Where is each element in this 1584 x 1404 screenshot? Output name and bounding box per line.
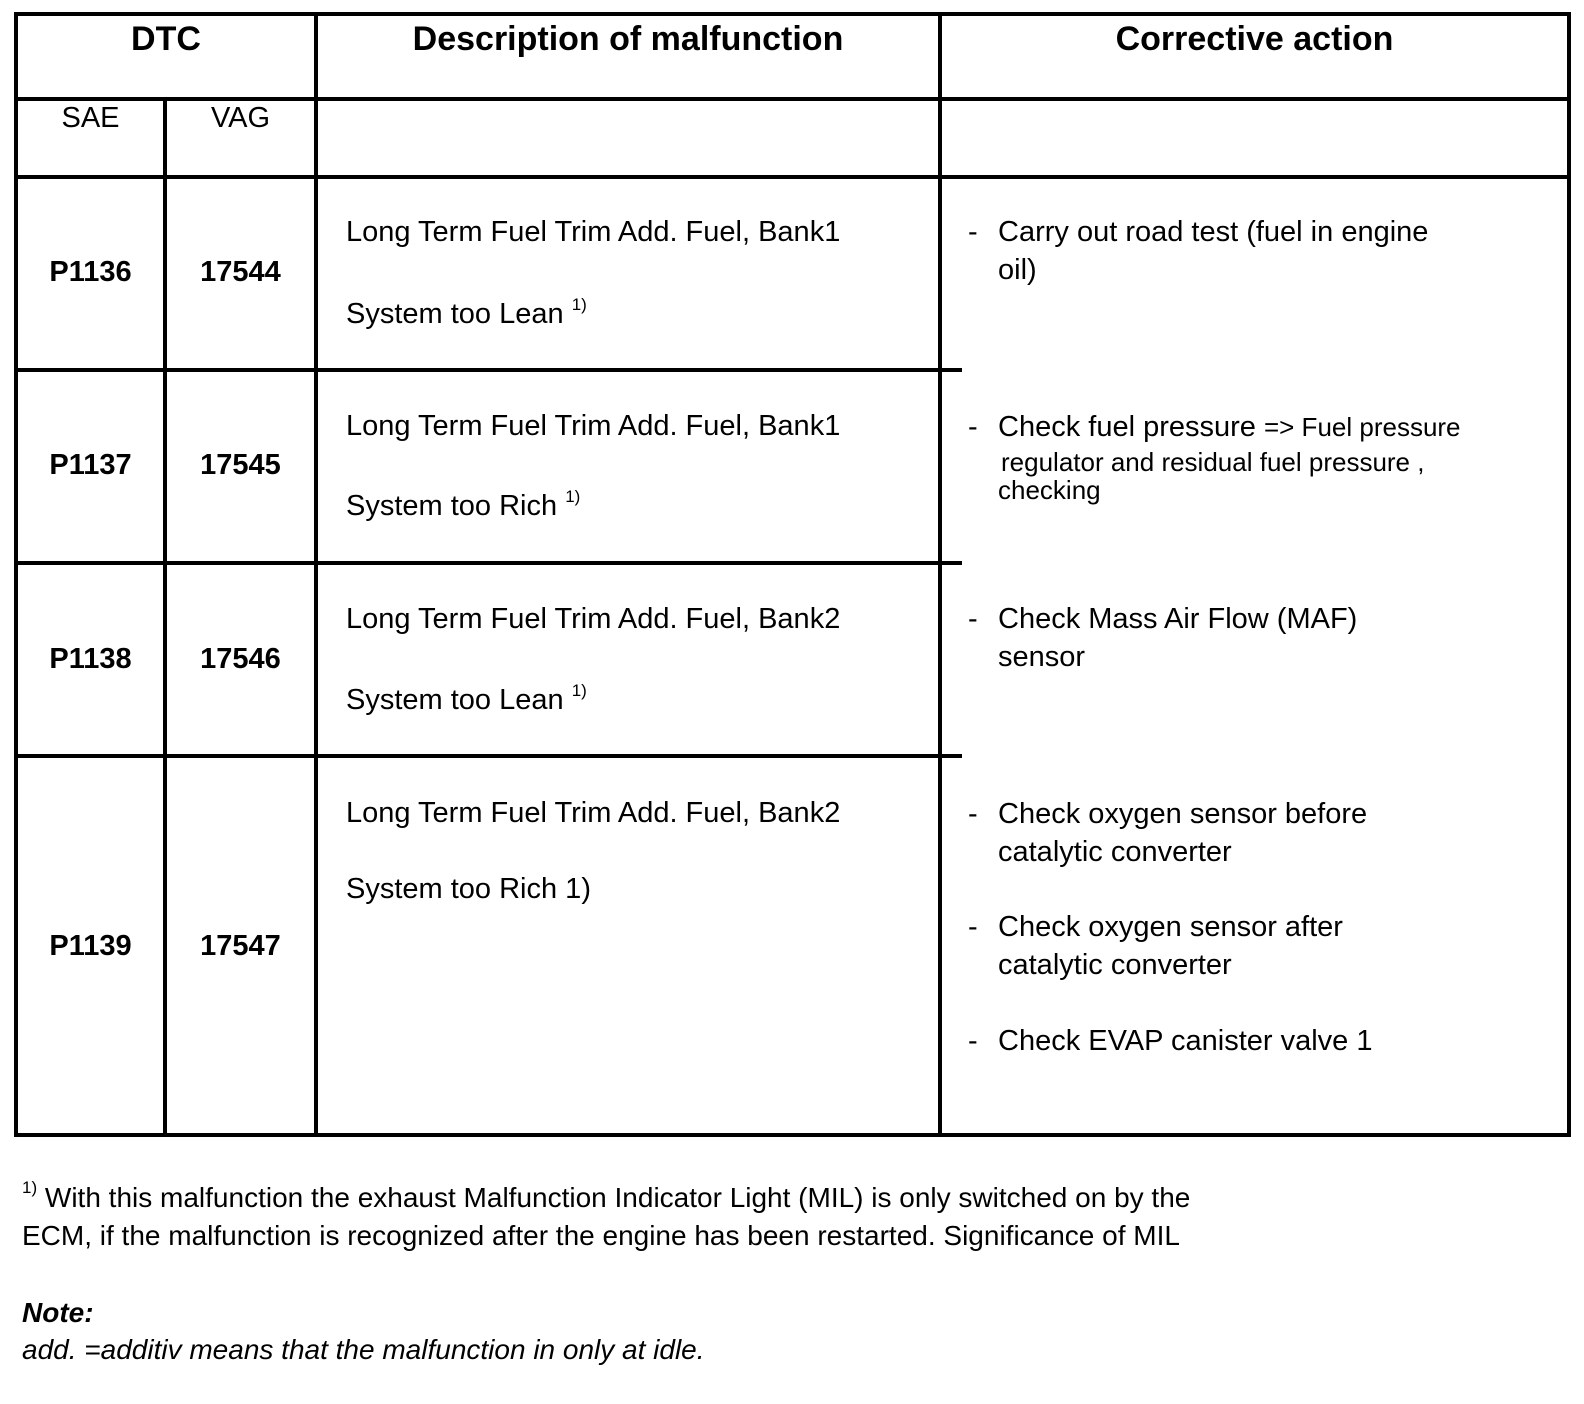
header-corrective-action: Corrective action xyxy=(1115,20,1394,58)
table-rule-row2 xyxy=(14,561,962,565)
vag-code: 17544 xyxy=(200,256,281,288)
table-border-left xyxy=(14,12,18,1137)
description-line-1: Long Term Fuel Trim Add. Fuel, Bank2 xyxy=(346,797,841,829)
table-rule-header xyxy=(14,97,1571,101)
sae-code: P1138 xyxy=(49,643,132,675)
note-label: Note: xyxy=(22,1297,94,1328)
description-line-2: System too Lean $^{1)}$ xyxy=(346,681,587,716)
table-border-right xyxy=(1567,12,1571,1137)
footnote-line-2: ECM, if the malfunction is recognized after the engine has been restarted. Significance of MIL xyxy=(22,1220,1180,1251)
table-rule-subheader xyxy=(14,175,1571,179)
description-line-1: Long Term Fuel Trim Add. Fuel, Bank2 xyxy=(346,603,841,635)
header-sae: SAE xyxy=(61,102,120,134)
sae-code: P1136 xyxy=(49,256,132,288)
corrective-action-item: - Carry out road test (fuel in engine oil) xyxy=(968,216,1429,286)
corrective-action-item: - Check oxygen sensor before catalytic converter xyxy=(968,798,1368,868)
description-line-2: System too Rich $^{1)}$ xyxy=(346,487,581,522)
vag-code: 17546 xyxy=(200,643,281,675)
table-border-bottom xyxy=(14,1133,1571,1137)
note-text: add. =additiv means that the malfunction in only at idle. xyxy=(22,1334,705,1365)
footnote-line-1: $^{1)}$ With this malfunction the exhaust Malfunction Indicator Light (MIL) is only switched on by the xyxy=(22,1178,1191,1213)
description-line-1: Long Term Fuel Trim Add. Fuel, Bank1 xyxy=(346,216,841,248)
corrective-action-item: - Check oxygen sensor after catalytic converter xyxy=(968,911,1343,981)
footnote-ref: 1) xyxy=(571,681,587,700)
header-vag: VAG xyxy=(210,102,271,134)
description-line-2: System too Rich 1) xyxy=(346,873,591,905)
table-rule-desc-action xyxy=(938,12,942,1137)
corrective-action-item: - Check Mass Air Flow (MAF) sensor xyxy=(968,603,1358,673)
header-dtc: DTC xyxy=(131,20,201,58)
header-description: Description of malfunction xyxy=(412,20,844,58)
corrective-action-item: - Check fuel pressure => Fuel pressure regulator and residual fuel pressure , checking xyxy=(968,411,1461,505)
table-rule-row1 xyxy=(14,368,962,372)
vag-code: 17545 xyxy=(200,449,281,481)
table-rule-sae-vag xyxy=(163,97,167,1137)
table-rule-vag-desc xyxy=(314,12,318,1137)
vag-code: 17547 xyxy=(200,930,281,962)
footnote-ref: 1) xyxy=(565,487,581,506)
sae-code: P1137 xyxy=(49,449,132,481)
footnote-ref: 1) xyxy=(571,295,587,314)
description-line-2: System too Lean $^{1)}$ xyxy=(346,295,587,330)
footnote-marker: 1) xyxy=(22,1178,38,1197)
table-rule-row3 xyxy=(14,754,962,758)
corrective-action-item: - Check EVAP canister valve 1 xyxy=(968,1025,1373,1057)
table-border-top xyxy=(14,12,1571,16)
sae-code: P1139 xyxy=(49,930,132,962)
description-line-1: Long Term Fuel Trim Add. Fuel, Bank1 xyxy=(346,410,841,442)
